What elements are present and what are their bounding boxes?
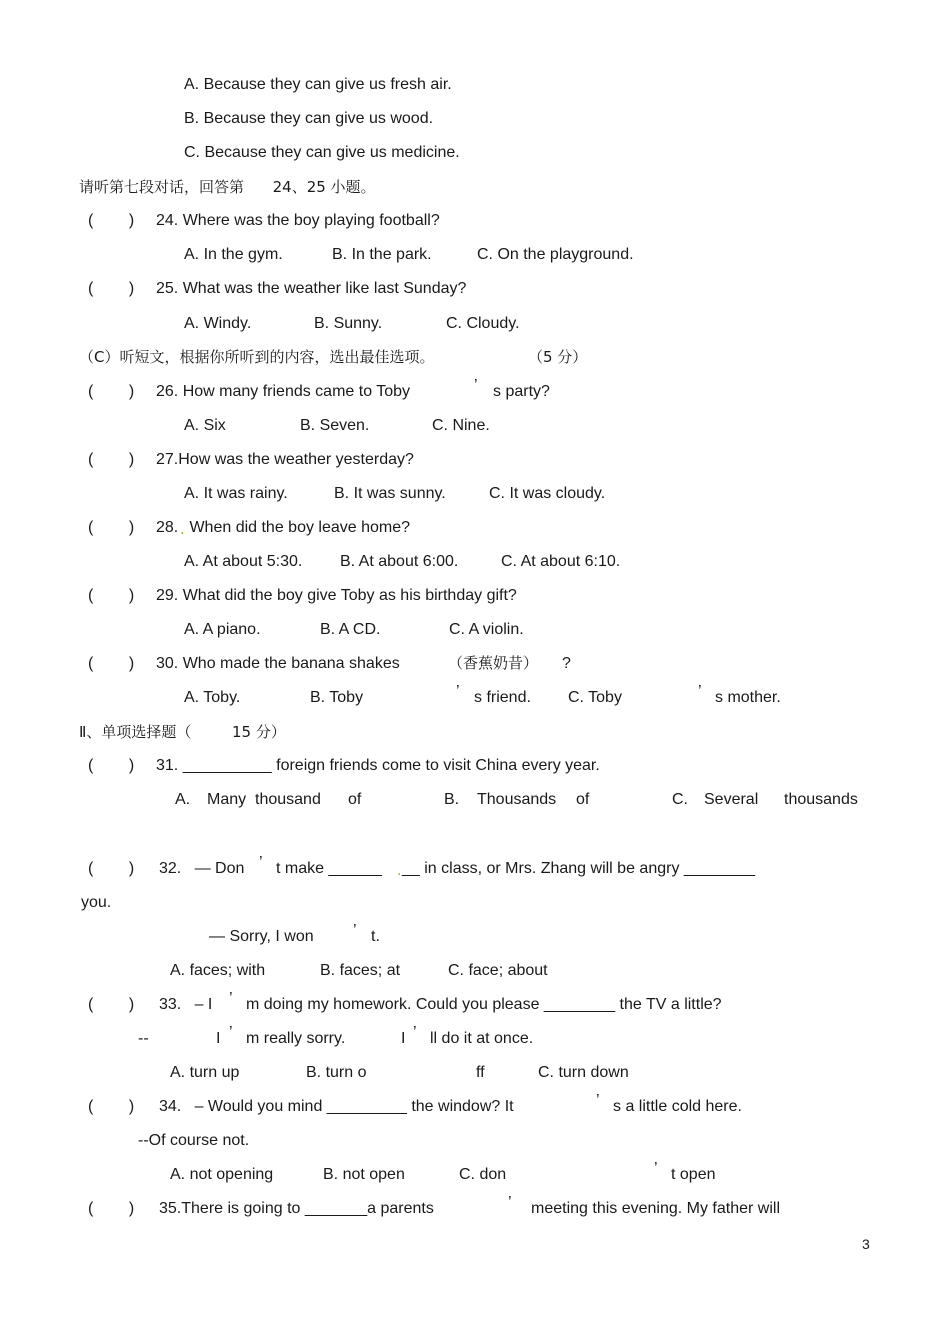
q33-reply-apostrophe: ’ [229,1024,233,1041]
q33-option-a: A. turn up [170,1064,240,1081]
q28-option-c: C. At about 6:10. [501,553,621,570]
q32-option-b: B. faces; at [320,962,401,979]
q24-question: 24. Where was the boy playing football? [156,212,440,229]
q31-option-c: Several [704,791,759,808]
q29-option-c: C. A violin. [449,621,524,638]
q30-option-c-tail: s mother. [715,689,781,706]
q29-question: 29. What did the boy give Toby as his birthday gift? [156,587,517,604]
q32-option-c: C. face; about [448,962,548,979]
q33-question: 33. – I [159,996,213,1013]
q28-option-b: B. At about 6:00. [340,553,459,570]
q28-question: When did the boy leave home? [185,519,411,536]
q32-continuation: you. [81,894,112,911]
q33-question-tail: m doing my homework. Could you please ________ the TV a little? [246,996,722,1013]
q24-option-b: B. In the park. [332,246,432,263]
q28-mark: . [180,521,185,538]
q24-option-c: C. On the playground. [477,246,634,263]
q31-option-a: Many thousand [207,791,321,808]
q32-reply-tail: t. [371,928,380,945]
q32-reply-apostrophe: ’ [353,922,357,939]
q33-answer-blank: ( ) [88,996,135,1013]
q30-chinese-gloss: （香蕉奶昔） [448,654,539,672]
section-c-score: （5 分） [528,348,588,366]
q29-answer-blank: ( ) [88,587,135,604]
q27-option-a: A. It was rainy. [184,485,288,502]
section-c-heading: （C）听短文，根据你所听到的内容，选出最佳选项。 [79,348,435,366]
q32-option-a: A. faces; with [170,962,266,979]
q30-option-a: A. Toby. [184,689,241,706]
q25-option-b: B. Sunny. [314,315,383,332]
q33-option-c: C. turn down [538,1064,629,1081]
q31-option-c-tail: thousands [784,791,858,808]
q30-question: 30. Who made the banana shakes [156,655,400,672]
q35-answer-blank: ( ) [88,1200,135,1217]
q32-apostrophe: ’ [259,854,263,871]
q30-option-c: C. Toby [568,689,622,706]
q26-apostrophe: ’ [474,377,478,394]
q28-answer-blank: ( ) [88,519,135,536]
q32-answer-blank: ( ) [88,860,135,877]
section-7-instruction: 请听第七段对话，回答第 24、25 小题。 [79,178,376,196]
q35-question-tail: meeting this evening. My father will [531,1200,780,1217]
section-2-heading: Ⅱ、单项选择题（ [79,723,192,741]
q33-reply: I [216,1030,221,1047]
q34-option-c: C. don [459,1166,507,1183]
q30-option-b-tail: s friend. [474,689,531,706]
q32-reply: — Sorry, I won [209,928,314,945]
q34-question: 34. – Would you mind _________ the window? It [159,1098,514,1115]
q33-reply2-tail: ll do it at once. [430,1030,534,1047]
q34-answer-blank: ( ) [88,1098,135,1115]
q31-option-c-letter: C. [672,791,688,808]
q25-question: 25. What was the weather like last Sunday? [156,280,467,297]
q27-option-c: C. It was cloudy. [489,485,606,502]
q23-option-c: C. Because they can give us medicine. [184,144,460,161]
q34-reply: --Of course not. [138,1132,250,1149]
q25-option-a: A. Windy. [184,315,252,332]
q28-option-a: A. At about 5:30. [184,553,303,570]
q34-option-b: B. not open [323,1166,405,1183]
q23-option-a: A. Because they can give us fresh air. [184,76,452,93]
q32-mark: . [397,862,402,879]
q34-option-a: A. not opening [170,1166,274,1183]
q24-answer-blank: ( ) [88,212,135,229]
q34-option-c-apostrophe: ’ [654,1160,658,1177]
q30-option-b: B. Toby [310,689,364,706]
q31-option-a-letter: A. [175,791,191,808]
q33-apostrophe: ’ [229,990,233,1007]
q26-question: 26. How many friends came to Toby [156,383,411,400]
q29-option-a: A. A piano. [184,621,261,638]
q23-option-b: B. Because they can give us wood. [184,110,434,127]
q31-option-b-of: of [576,791,590,808]
q30-question-mark: ? [562,655,571,672]
q26-answer-blank: ( ) [88,383,135,400]
q26-option-b: B. Seven. [300,417,370,434]
q31-option-a-of: of [348,791,362,808]
q24-option-a: A. In the gym. [184,246,283,263]
page-number: 3 [862,1236,870,1252]
q31-option-b-letter: B. [444,791,460,808]
q26-option-c: C. Nine. [432,417,490,434]
section-2-score: 15 分） [232,723,286,741]
q27-question: 27.How was the weather yesterday? [156,451,414,468]
q32-question-tail: __ in class, or Mrs. Zhang will be angry ________ [402,860,756,877]
q32-question-mid: t make ______ [276,860,382,877]
q33-reply-mid: m really sorry. [246,1030,346,1047]
q25-option-c: C. Cloudy. [446,315,520,332]
q34-option-c-tail: t open [671,1166,716,1183]
q29-option-b: B. A CD. [320,621,381,638]
q33-reply2-apostrophe: ’ [413,1024,417,1041]
q26-option-a: A. Six [184,417,226,434]
q30-answer-blank: ( ) [88,655,135,672]
q35-apostrophe: ’ [508,1194,512,1211]
q33-reply-dash: -- [138,1030,149,1047]
q30-option-b-apostrophe: ’ [456,683,460,700]
q35-question: 35.There is going to _______a parents [159,1200,434,1217]
q27-option-b: B. It was sunny. [334,485,446,502]
q34-question-tail: s a little cold here. [613,1098,742,1115]
q31-option-b: Thousands [477,791,557,808]
q31-answer-blank: ( ) [88,757,135,774]
q26-question-tail: s party? [493,383,550,400]
q33-option-b: B. turn o [306,1064,367,1081]
q28-number: 28. [156,519,179,536]
q33-reply2: I [401,1030,406,1047]
q30-option-c-apostrophe: ’ [698,683,702,700]
q27-answer-blank: ( ) [88,451,135,468]
q25-answer-blank: ( ) [88,280,135,297]
q34-apostrophe: ’ [596,1092,600,1109]
q31-question: 31. __________ foreign friends come to visit China every year. [156,757,600,774]
q33-option-b-tail: ff [476,1064,485,1081]
q32-question: 32. — Don [159,860,245,877]
